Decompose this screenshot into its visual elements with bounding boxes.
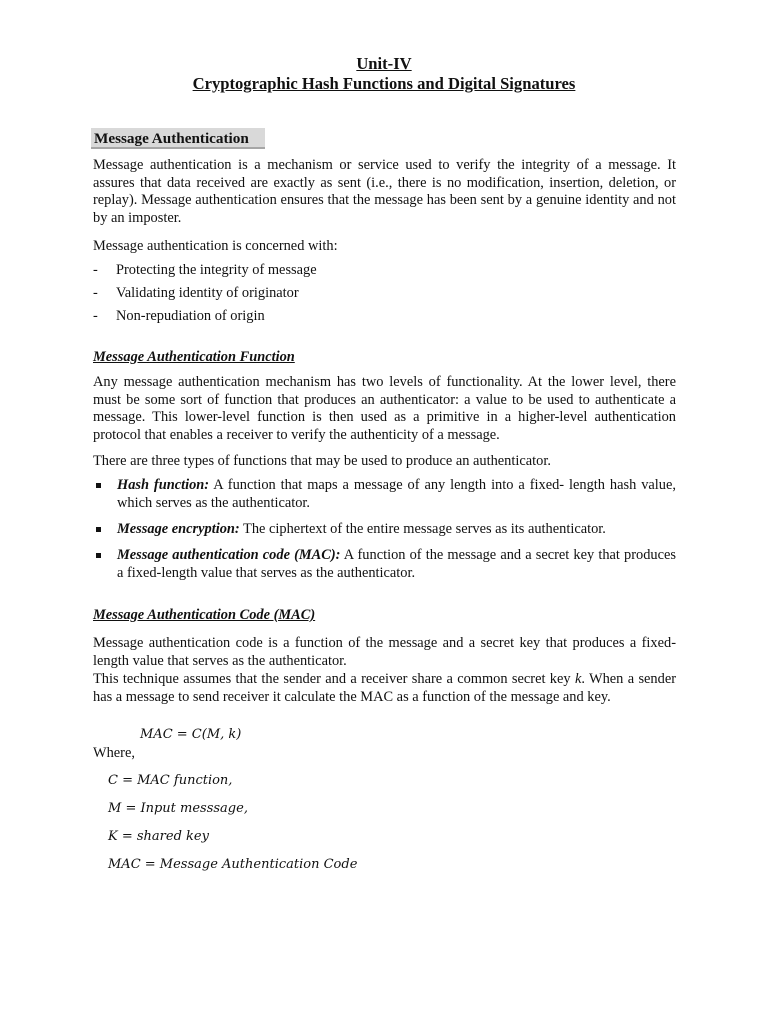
document-page: Unit-IV Cryptographic Hash Functions and Digital Signatures Message Authentication Message authentication is a mechanism or service used to verify the integrity of a message. It assures that data received are exactly as sent (i.e., there is no modification, insertion, deletion, or replay). Message authentication ensures that the message has been sent by a genuine identity and not by an imposter. Message authentication is concerned with: - Protecting the integrity of message - Validating identity of originator - Non-repudiation of origin Message Authentication Function Any message authentication mechanism has two levels of functionality. At the lower level, there must be some sort of function that produces an authenticator: a value to be used to authenticate a message. This lower-level function is then used as a primitive in a higher-level authentication protocol that enables a receiver to verify the authenticity of a message. There are three types of functions that may be used to produce an authenticator. Hash function: A function that maps a message of any length into a fixed- length hash value, which serves as the authenticator. Message encryption: The ciphertext of the entire message serves as its authenticator. Message authentication code (MAC): A function of the message and a secret key that produces a fixed-length value that serves as the authenticator. Message Authentication Code (MAC) Message authentication code is a function of the message and a secret key that produces a fixed-length value that serves as the authenticator. This technique assumes that the sender and a receiver share a common secret key k. When a sender has a message to send receiver it calculate the MAC as a function of the message and key. MAC = C(M, k) Where, C = MAC function, M = Input messsage, K = shared key MAC = Message Authentication Code — [0, 0, 768, 1024]
page-title: Cryptographic Hash Functions and Digital Signatures — [192, 74, 576, 93]
dash-marker: - — [93, 308, 98, 324]
concern-lead: Message authentication is concerned with: — [93, 238, 338, 254]
mac-paragraph: Message authentication code is a function of the message and a secret key that produces a fixed-length value that serves as the authenticator. — [93, 635, 676, 669]
unit-title: Unit-IV — [356, 54, 412, 73]
where-label: Where, — [93, 745, 135, 761]
intro-paragraph: Message authentication is a mechanism or service used to verify the integrity of a message. It assures that data received are exactly as sent (i.e., there is no modification, insertion, deletion, or replay). Message authentication ensures that the message has been sent by a genuine identity and not by an imposter. — [93, 157, 676, 226]
subheading-authentication-function: Message Authentication Function — [93, 349, 295, 365]
subheading-mac: Message Authentication Code (MAC) — [93, 607, 316, 623]
definition-k: K = shared key — [108, 829, 209, 844]
definition-mac: MAC = Message Authentication Code — [108, 857, 358, 872]
function-types-lead: There are three types of functions that may be used to produce an authenticator. — [93, 453, 551, 469]
dash-marker: - — [93, 262, 98, 278]
definition-m: M = Input messsage, — [108, 801, 248, 816]
dash-marker: - — [93, 285, 98, 301]
function-paragraph: Any message authentication mechanism has two levels of functionality. At the lower level, there must be some sort of function that produces an authenticator: a value to be used to authenticate a message. This lower-level function is then used as a primitive in a higher-level authentication protocol that enables a receiver to verify the authenticity of a message. — [93, 374, 676, 443]
square-bullet-icon — [96, 527, 101, 532]
square-bullet-icon — [96, 483, 101, 488]
definition-c: C = MAC function, — [108, 773, 233, 788]
mac-formula: MAC = C(M, k) — [140, 727, 242, 742]
mac-technique-paragraph: This technique assumes that the sender and a receiver share a common secret key k. When a sender has a message to send receiver it calculate the MAC as a function of the message and key. — [93, 671, 676, 705]
square-bullet-icon — [96, 553, 101, 558]
section-heading-message-authentication: Message Authentication — [91, 128, 265, 149]
